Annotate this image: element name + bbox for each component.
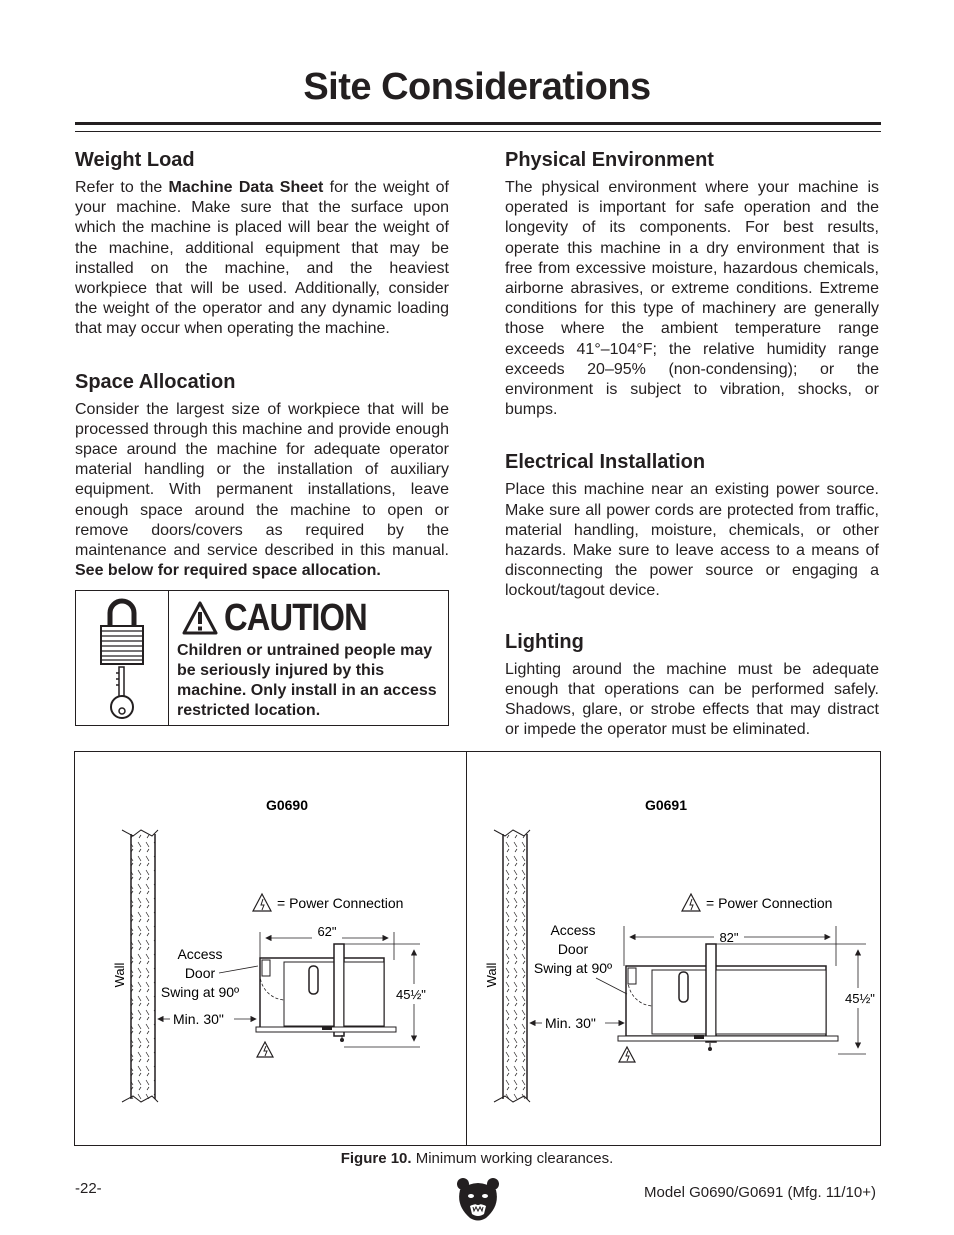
g0690-access-label-3: Swing at 90º bbox=[160, 984, 240, 1000]
weight-load-heading: Weight Load bbox=[75, 149, 195, 171]
electrical-installation-text: Place this machine near an existing power source. Make sure all power cords are protected from traffic, material handling, moisture, chemicals, or other hazards. Make sure to leave access to a means of disconnecting the power source or engaging a lockout/tagout device. bbox=[505, 481, 879, 600]
g0690-width-dim: 62" bbox=[317, 924, 337, 939]
machine-data-sheet-ref: Machine Data Sheet bbox=[168, 179, 324, 196]
figure-caption-number: Figure 10. bbox=[340, 1150, 412, 1167]
weight-load-text-b: for the weight of your machine. Make sure that the surface upon which the machine is placed will bear the weight of the machine, additional equipment that may be installed on the machine, and the heaviest workpiece that will be used. Additionally, consider the weight of the operator and any dynamic loading that may occur when operating the machine. bbox=[75, 179, 449, 338]
g0690-min-label: Min. 30" bbox=[173, 1011, 224, 1027]
page-title: Site Considerations bbox=[303, 66, 651, 108]
physical-environment-text: The physical environment where your machine is operated is important for safe operation and the longevity of its components. For best results, operate this machine in a dry environment that is free from excessive moisture, hazardous chemicals, airborne abrasives, or extreme conditions. Extreme conditions for this type of machinery are generally those where the ambient temperature range exceeds 41°–104°F; the relative humidity range exceeds 20–95% (non-condensing); or the environment is subject to vibration, shocks, or bumps. bbox=[505, 179, 879, 419]
space-allocation-body: Consider the largest size of workpiece that will be processed through this machine and provide enough space around the machine for adequate operator material handling or the installation of auxiliary equipment. With permanent installations, leave enough space around the machine to open or remove doors/covers as required by the maintenance and service described in this manual. bbox=[75, 400, 449, 560]
g0691-power-legend: = Power Connection bbox=[706, 895, 833, 911]
g0690-power-legend: = Power Connection bbox=[277, 895, 404, 911]
g0691-label: G0691 bbox=[644, 797, 688, 813]
electrical-installation-heading: Electrical Installation bbox=[505, 451, 706, 474]
caution-word: CAUTION bbox=[224, 596, 367, 639]
g0691-access-label-2: Door bbox=[557, 941, 589, 957]
g0691-min-label: Min. 30" bbox=[545, 1015, 596, 1031]
g0690-wall bbox=[131, 834, 155, 1099]
g0691-access-label-1: Access bbox=[550, 922, 596, 938]
weight-load-text-a: Refer to the bbox=[75, 179, 169, 196]
model-info: Model G0690/G0691 (Mfg. 11/10+) bbox=[644, 1184, 876, 1201]
g0690-wall-label: Wall bbox=[112, 962, 127, 988]
g0690-label: G0690 bbox=[265, 797, 309, 813]
g0690-depth-dim: 45½" bbox=[396, 987, 426, 1002]
page-number: -22- bbox=[75, 1180, 102, 1197]
g0690-access-label-2: Door bbox=[184, 965, 216, 981]
g0690-diagram bbox=[112, 797, 426, 1102]
figure-caption-text: Minimum working clearances. bbox=[411, 1150, 614, 1167]
g0691-access-label-3: Swing at 90º bbox=[533, 960, 613, 976]
g0691-wall-label: Wall bbox=[484, 962, 499, 988]
g0691-diagram bbox=[484, 797, 875, 1102]
physical-environment-heading: Physical Environment bbox=[505, 149, 714, 171]
grizzly-bear-logo-icon bbox=[456, 1176, 500, 1222]
caution-text: Children or untrained people may be seriously injured by this machine. Only install in an access restricted location. bbox=[177, 642, 437, 719]
lighting-text: Lighting around the machine must be adequate enough that operations can be performed safely. Shadows, glare, or strobe effects that may distract or impede the operator must be eliminated. bbox=[505, 660, 879, 739]
g0691-depth-dim: 45½" bbox=[845, 991, 875, 1006]
space-allocation-heading: Space Allocation bbox=[75, 370, 236, 393]
lighting-heading: Lighting bbox=[505, 630, 584, 653]
figure-caption bbox=[0, 1150, 954, 1167]
g0690-access-label-1: Access bbox=[177, 946, 223, 962]
g0691-width-dim: 82" bbox=[719, 930, 739, 945]
g0691-wall bbox=[503, 834, 527, 1099]
space-allocation-note: See below for required space allocation. bbox=[75, 562, 381, 580]
